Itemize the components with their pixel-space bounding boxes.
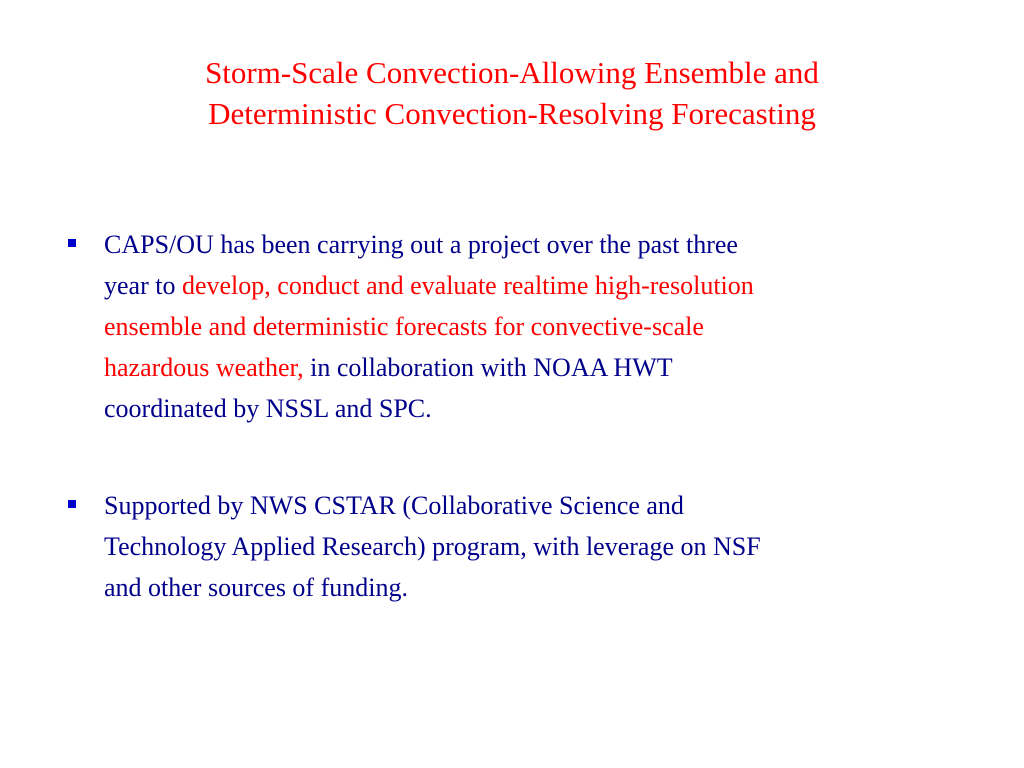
title-line-2: Deterministic Convection-Resolving Forecasting — [208, 96, 816, 131]
bullet-1-line-4-highlight: hazardous weather, — [104, 353, 304, 382]
bullet-2-line-3: and other sources of funding. — [104, 573, 408, 602]
bullet-1-line-2-highlight: develop, conduct and evaluate realtime high-resolution — [181, 271, 754, 300]
bullet-1-line-4-normal: in collaboration with NOAA HWT — [303, 353, 673, 382]
bullet-1-line-4 — [104, 347, 984, 388]
bullet-text — [104, 224, 984, 429]
bullet-1-line-5: coordinated by NSSL and SPC. — [104, 394, 432, 423]
bullet-text — [104, 485, 984, 608]
bullet-1-line-3-highlight: ensemble and deterministic forecasts for convective-scale — [104, 312, 704, 341]
bullet-1-line-1: CAPS/OU has been carrying out a project over the past three — [104, 230, 738, 259]
title-line-1: Storm-Scale Convection-Allowing Ensemble and — [205, 55, 819, 90]
bullet-1-line-2 — [104, 265, 984, 306]
square-bullet-icon — [68, 239, 76, 247]
bullet-2-line-2: Technology Applied Research) program, with leverage on NSF — [104, 532, 761, 561]
bullet-2-line-1: Supported by NWS CSTAR (Collaborative Science and — [104, 491, 684, 520]
square-bullet-icon — [68, 500, 76, 508]
slide-title — [60, 52, 964, 134]
bullet-1-line-2-normal: year to — [104, 271, 182, 300]
